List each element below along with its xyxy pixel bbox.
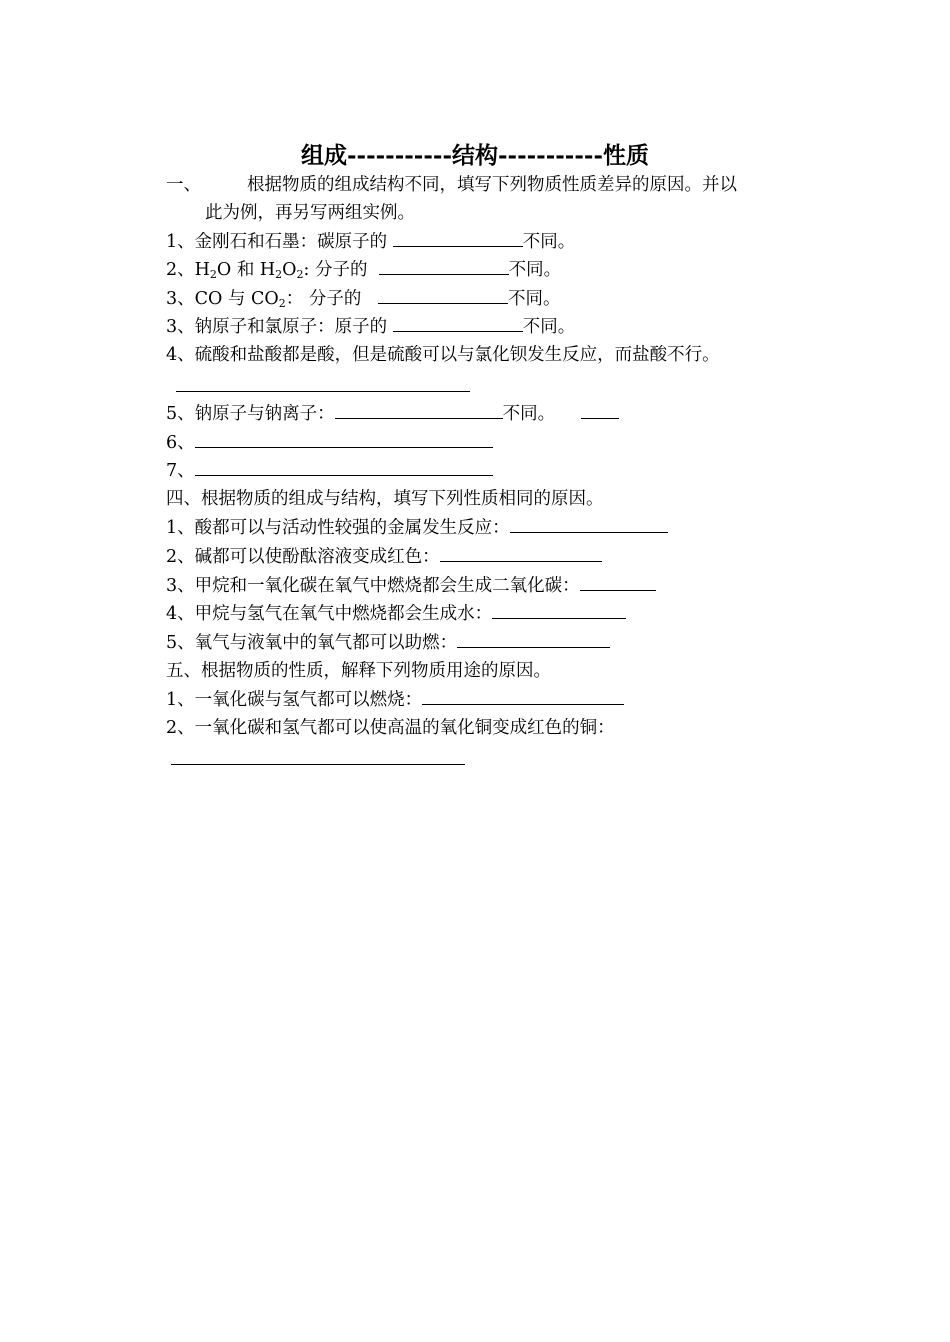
question-1-2: 2、$H_2O$ 和 $H_2O_2$: 分子的 不同。 <box>166 257 561 287</box>
question-1-3: 3、CO 与 $CO_2$： 分子的 不同。 <box>166 286 561 316</box>
answer-blank[interactable] <box>492 601 626 619</box>
answer-blank[interactable] <box>171 763 465 765</box>
answer-blank[interactable] <box>510 515 668 533</box>
answer-blank[interactable] <box>335 401 503 419</box>
intro-prefix: 一、 <box>166 175 201 195</box>
question-1-4: 3、钠原子和氯原子：原子的 不同。 <box>166 314 575 339</box>
answer-blank[interactable] <box>393 229 523 247</box>
answer-blank[interactable] <box>378 286 508 304</box>
answer-blank[interactable] <box>379 257 509 275</box>
section-five-heading: 五、根据物质的性质，解释下列物质用途的原因。 <box>166 661 551 681</box>
question-1-7: 6、 <box>166 430 493 455</box>
question-4-3: 3、甲烷和一氧化碳在氧气中燃烧都会生成二氧化碳： <box>166 573 656 598</box>
question-1-8: 7、 <box>166 458 493 483</box>
question-1-1: 1、金刚石和石墨：碳原子的 不同。 <box>166 229 575 254</box>
answer-blank[interactable] <box>457 630 610 648</box>
answer-blank[interactable] <box>580 573 656 591</box>
answer-blank[interactable] <box>581 401 619 419</box>
answer-blank[interactable] <box>440 544 602 562</box>
question-5-1: 1、一氧化碳与氢气都可以燃烧： <box>166 687 624 712</box>
intro-line <box>166 173 737 197</box>
page-title: 组成-----------结构-----------性质 <box>300 142 649 169</box>
question-4-1: 1、酸都可以与活动性较强的金属发生反应： <box>166 515 668 540</box>
intro-continuation: 此为例，再另写两组实例。 <box>205 203 415 223</box>
answer-blank[interactable] <box>195 430 493 448</box>
answer-blank[interactable] <box>195 458 493 476</box>
question-1-5: 4、硫酸和盐酸都是酸，但是硫酸可以与氯化钡发生反应，而盐酸不行。 <box>166 345 720 365</box>
question-5-2: 2、一氧化碳和氢气都可以使高温的氧化铜变成红色的铜： <box>166 718 615 738</box>
answer-blank[interactable] <box>176 390 470 392</box>
question-4-4: 4、甲烷与氢气在氧气中燃烧都会生成水： <box>166 601 626 626</box>
answer-blank[interactable] <box>422 687 624 705</box>
intro-text: 根据物质的组成结构不同，填写下列物质性质差异的原因。并以 <box>247 175 737 195</box>
section-four-heading: 四、根据物质的组成与结构，填写下列性质相同的原因。 <box>166 489 604 509</box>
question-1-6: 5、钠原子与钠离子： 不同。 <box>166 401 619 426</box>
question-4-2: 2、碱都可以使酚酞溶液变成红色： <box>166 544 602 569</box>
question-4-5: 5、氧气与液氧中的氧气都可以助燃： <box>166 630 610 655</box>
answer-blank[interactable] <box>393 314 523 332</box>
